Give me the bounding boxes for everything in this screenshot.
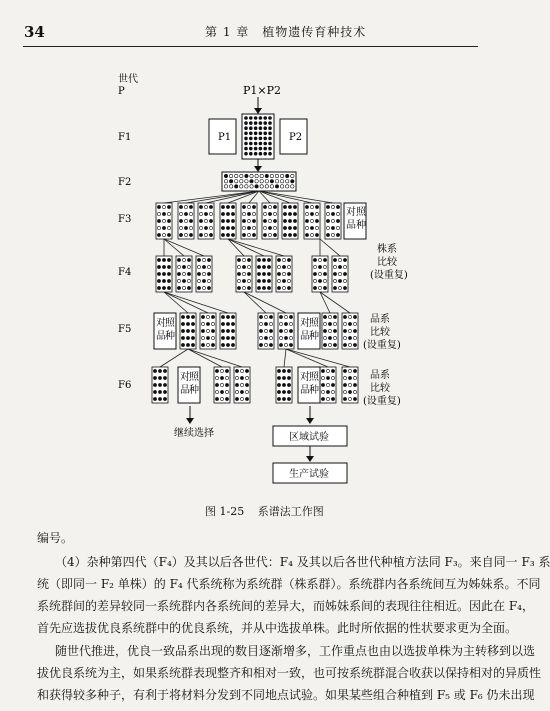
f5-plot-5 — [278, 313, 294, 349]
f4-plot-8 — [332, 256, 348, 292]
f3-plot-5 — [241, 203, 257, 239]
variety-comparison-label-2: 比较 — [370, 327, 390, 338]
variety-comparison-f6-label-3: (设重复) — [363, 396, 401, 407]
f6-plot-5 — [320, 367, 336, 403]
body-text-line-8: 和获得较多种子，有利于将材料分发到不同地点试验。如果某些组合种植到 F₅ 或 F₆ 仍未出现 — [37, 688, 535, 702]
generation-label-f2: F2 — [118, 177, 132, 188]
continue-selection-label: 继续选择 — [174, 428, 214, 439]
generation-label-f6: F6 — [118, 380, 132, 391]
svg-text:照: 照 — [309, 372, 319, 383]
svg-text:种: 种 — [309, 385, 319, 396]
f3-plot-6 — [262, 203, 278, 239]
svg-text:照: 照 — [165, 318, 175, 329]
f4-plot-6 — [276, 256, 292, 292]
f6-plot-3 — [234, 367, 250, 403]
svg-text:品: 品 — [300, 331, 310, 342]
f5-control-variety-right — [298, 313, 320, 349]
regional-trial-label: 区域试验 — [289, 432, 329, 443]
chapter-title: 第 1 章 植物遗传育种技术 — [205, 25, 367, 39]
generation-label-f4: F4 — [118, 267, 132, 278]
body-text-line-2: （4）杂种第四代（F₄）及其以后各世代：F₄ 及其以后各世代种植方法同 F₃。来自同一 F₃ 系 — [55, 555, 550, 569]
production-trial-label: 生产试验 — [289, 469, 329, 480]
f4-plot-7 — [312, 256, 328, 292]
f4-plot-5 — [256, 256, 272, 292]
f6-plot-6 — [342, 367, 358, 403]
variety-comparison-label: 品系 — [370, 314, 390, 325]
generation-label-p: P — [118, 86, 125, 97]
body-text-line-3: 统（即同一 F₂ 单株）的 F₄ 代系统称为系统群（株系群）。系统群内各系统间互为姊妹系。不同 — [37, 577, 541, 591]
variety-comparison-f6-label-2: 比较 — [370, 383, 390, 394]
f4-plot-3 — [196, 256, 212, 292]
svg-text:种: 种 — [165, 331, 175, 342]
f5-plot-2 — [200, 313, 216, 349]
parent-p1-label: P1 — [218, 132, 232, 143]
body-text-line-1: 编号。 — [37, 531, 74, 545]
variety-comparison-f6-label: 品系 — [370, 370, 390, 381]
f3-plot-4 — [220, 203, 236, 239]
f6-plot-4 — [276, 367, 292, 403]
generation-label-f1: F1 — [118, 132, 132, 143]
f5-plot-6 — [322, 313, 338, 349]
svg-text:对: 对 — [156, 318, 166, 329]
f3-control-variety-box — [344, 203, 367, 239]
body-text-line-6: 随世代推进，优良一致品系出现的数目逐渐增多，工作重点也由以选拔单株为主转移到以选 — [55, 644, 536, 658]
parent-p2-label: P2 — [289, 132, 303, 143]
svg-text:对: 对 — [300, 372, 310, 383]
generation-title: 世代 — [118, 74, 138, 85]
f6-plot-1 — [152, 367, 168, 403]
parent-cross-label: P1×P2 — [243, 84, 282, 97]
f2-population-box — [222, 172, 296, 191]
f6-control-variety-right — [298, 367, 320, 403]
svg-text:照: 照 — [189, 372, 199, 383]
f3-plot-7 — [282, 203, 298, 239]
generation-label-f3: F3 — [118, 214, 132, 225]
svg-text:照: 照 — [356, 207, 366, 218]
figure-title: 系谱法工作图 — [257, 505, 324, 518]
line-comparison-label: 株系 — [377, 244, 397, 255]
figure-caption — [205, 503, 334, 519]
svg-text:种: 种 — [309, 331, 319, 342]
f3-plot-9 — [325, 203, 341, 239]
line-comparison-label-3: (设重复) — [370, 270, 408, 281]
f5-plot-1 — [180, 313, 196, 349]
f6-plot-2 — [214, 367, 230, 403]
svg-text:品: 品 — [156, 331, 166, 342]
body-text-line-7: 拔优良系统为主，如果系统群表现整齐和相对一致，也可按系统群混合收获以保持相对的异质性 — [37, 666, 542, 680]
f4-plot-4 — [236, 256, 252, 292]
variety-comparison-label-3: (设重复) — [363, 340, 401, 351]
f4-plot-1 — [156, 256, 172, 292]
f5-plot-4 — [258, 313, 274, 349]
page-number: 34 — [24, 23, 45, 41]
body-text-line-5: 首先应选拔优良系统群中的优良系统，并从中选拔单株。此时所依据的性状要求更为全面。 — [37, 621, 518, 635]
svg-text:种: 种 — [356, 220, 366, 231]
line-comparison-label-2: 比较 — [377, 257, 397, 268]
figure-number: 图 1-25 — [205, 505, 245, 518]
svg-text:照: 照 — [309, 318, 319, 329]
f5-control-variety-left — [154, 313, 176, 349]
f5-plot-3 — [220, 313, 236, 349]
f4-plot-2 — [176, 256, 192, 292]
f5-plot-7 — [342, 313, 358, 349]
svg-text:种: 种 — [189, 385, 199, 396]
svg-text:对: 对 — [300, 318, 310, 329]
f3-plot-3 — [198, 203, 214, 239]
body-text-line-4: 系统群间的差异较同一系统群内各系统间的差异大，而姊妹系间的表现往往相近。因此在 F₄， — [37, 599, 534, 613]
f3-plot-8 — [304, 203, 320, 239]
f6-control-variety-left — [178, 367, 200, 403]
f3-plot-2 — [178, 203, 194, 239]
svg-text:品: 品 — [180, 385, 190, 396]
svg-text:对: 对 — [346, 207, 356, 218]
f3-plot-1 — [156, 203, 172, 239]
generation-label-f5: F5 — [118, 324, 132, 335]
svg-text:品: 品 — [300, 385, 310, 396]
svg-text:品: 品 — [346, 220, 356, 231]
svg-text:对: 对 — [180, 372, 190, 383]
